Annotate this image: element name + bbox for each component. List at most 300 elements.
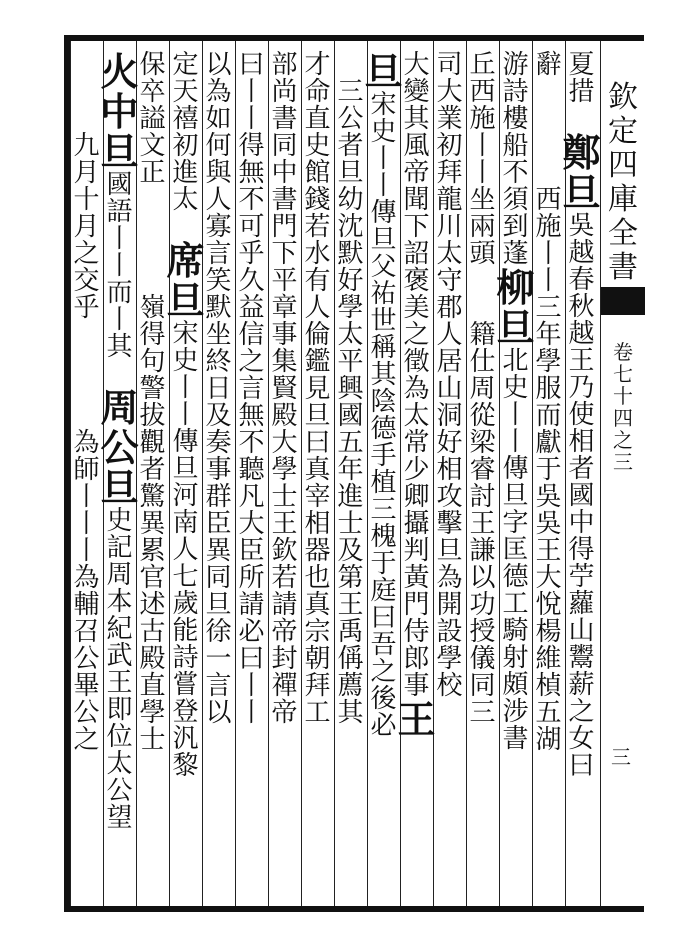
text-char: 詩 (502, 77, 529, 107)
text-char: 定 (172, 50, 199, 80)
frame-bottom-border (64, 906, 644, 912)
text-char: 水 (304, 239, 331, 269)
text-char: 能 (172, 616, 199, 646)
text-char: 觀 (139, 428, 166, 458)
text-char: 丨 (106, 251, 133, 281)
text-char: 輔 (73, 590, 100, 620)
text-char: 保 (139, 50, 166, 80)
text-char: 施 (535, 212, 562, 242)
text-char: 字 (502, 508, 529, 538)
text-char: 丨 (469, 158, 496, 188)
text-char: 其 (106, 332, 133, 362)
page-number: 三 (611, 745, 631, 769)
text-char: 異 (205, 536, 232, 566)
text-char: 西 (535, 185, 562, 215)
text-char: 頗 (502, 670, 529, 700)
text-char: 寡 (205, 212, 232, 242)
text-char: 下 (271, 239, 298, 269)
text-char: 少 (403, 455, 430, 485)
text-char: 丨 (238, 698, 265, 728)
text-char: 丘 (469, 50, 496, 80)
text-char: 及 (337, 536, 364, 566)
text-char: 器 (304, 536, 331, 566)
text-char: 禪 (271, 671, 298, 701)
text-char: 才 (304, 50, 331, 80)
text-char: 大 (238, 509, 265, 539)
text-char: 獻 (535, 428, 562, 458)
text-char: 聽 (238, 455, 265, 485)
text-char: 公 (337, 104, 364, 134)
text-char: 辭 (535, 50, 562, 80)
text-char: 錢 (304, 185, 331, 215)
text-char: 川 (436, 212, 463, 242)
text-char: 吳 (568, 211, 595, 241)
text-char: 美 (403, 293, 430, 323)
text-char: 而 (106, 278, 133, 308)
text-char: 丨 (238, 104, 265, 134)
text-char: 臣 (205, 509, 232, 539)
entry-heading-char: 旦 (496, 305, 535, 350)
text-char: 七 (172, 562, 199, 592)
text-char: 官 (139, 563, 166, 593)
text-char: 籍 (469, 320, 496, 350)
text-char: 討 (469, 482, 496, 512)
text-char: 服 (535, 374, 562, 404)
text-char: 南 (172, 508, 199, 538)
text-char: 徵 (403, 347, 430, 377)
text-char: 大 (271, 428, 298, 458)
entry-heading-char: 旦 (562, 170, 601, 215)
text-char: 文 (139, 131, 166, 161)
text-char: 畢 (73, 671, 100, 701)
text-char: 旦 (304, 401, 331, 431)
text-char: 公 (73, 698, 100, 728)
text-char: 授 (469, 617, 496, 647)
text-char: 丨 (172, 400, 199, 430)
entry-heading-char: 中 (100, 89, 139, 134)
text-char: 周 (106, 560, 133, 590)
text-char: 學 (337, 293, 364, 323)
text-char: 楨 (535, 671, 562, 701)
text-char: 黎 (172, 751, 199, 781)
text-char: 國 (106, 170, 133, 200)
fish-tail-mark-lower (601, 313, 645, 327)
text-char: 攝 (403, 509, 430, 539)
text-char: 第 (337, 563, 364, 593)
entry-heading-char: 席 (166, 238, 205, 283)
entry-heading-char: 柳 (496, 265, 535, 310)
text-char: 相 (304, 509, 331, 539)
entry-heading-char: 周 (100, 385, 139, 430)
text-char: 為 (73, 563, 100, 593)
text-char: 召 (73, 617, 100, 647)
text-char: 本 (106, 587, 133, 617)
volume-char: 七 (613, 362, 633, 386)
text-char: 為 (205, 77, 232, 107)
text-char: 中 (271, 158, 298, 188)
text-char: 禹 (337, 617, 364, 647)
text-char: 奏 (205, 428, 232, 458)
text-char: 國 (568, 481, 595, 511)
text-char: 郡 (436, 293, 463, 323)
text-char: 嘗 (172, 670, 199, 700)
text-char: 五 (535, 698, 562, 728)
text-char: 騎 (502, 616, 529, 646)
text-char: 手 (370, 441, 397, 471)
text-char: 梁 (469, 428, 496, 458)
text-char: 山 (436, 374, 463, 404)
text-char: 登 (172, 697, 199, 727)
text-char: 師 (73, 455, 100, 485)
text-char: 為 (436, 563, 463, 593)
text-char: 史 (502, 373, 529, 403)
text-char: 德 (370, 414, 397, 444)
entry-heading-char: 火 (100, 49, 139, 94)
text-char: 好 (436, 428, 463, 458)
text-char: 正 (139, 158, 166, 188)
text-char: 大 (403, 50, 430, 80)
text-char: 宋 (370, 90, 397, 120)
text-char: 王 (271, 509, 298, 539)
text-char: 者 (139, 455, 166, 485)
text-char: 變 (403, 77, 430, 107)
text-char: 使 (568, 400, 595, 430)
text-char: 十 (73, 185, 100, 215)
text-char: 旦 (502, 481, 529, 511)
text-char: 其 (403, 104, 430, 134)
text-char: 丨 (370, 144, 397, 174)
text-char: 其 (337, 698, 364, 728)
text-char: 楊 (535, 617, 562, 647)
text-char: 曰 (238, 644, 265, 674)
text-char: 大 (535, 563, 562, 593)
text-char: 人 (436, 320, 463, 350)
text-char: 平 (337, 347, 364, 377)
text-char: 一 (205, 644, 232, 674)
text-char: 吾 (370, 630, 397, 660)
text-char: 卒 (139, 77, 166, 107)
text-char: 學 (139, 698, 166, 728)
text-char: 史 (304, 131, 331, 161)
text-char: 九 (73, 131, 100, 161)
entry-heading-char: 鄭 (562, 130, 601, 175)
text-char: 常 (403, 428, 430, 458)
text-char: 書 (271, 104, 298, 134)
margin-panel (600, 41, 645, 906)
text-char: 年 (535, 320, 562, 350)
text-char: 五 (337, 428, 364, 458)
text-char: 曰 (370, 603, 397, 633)
text-char: 涉 (502, 697, 529, 727)
text-char: 無 (238, 158, 265, 188)
text-char: 吳 (535, 509, 562, 539)
text-char: 王 (469, 509, 496, 539)
text-char: 部 (271, 50, 298, 80)
text-char: 之 (73, 725, 100, 755)
text-char: 初 (172, 131, 199, 161)
text-char: 頭 (469, 239, 496, 269)
title-char: 四 (608, 148, 638, 183)
text-char: 言 (238, 374, 265, 404)
text-char: 擊 (436, 509, 463, 539)
text-char: 門 (271, 212, 298, 242)
text-char: 之 (238, 347, 265, 377)
text-char: 宋 (172, 319, 199, 349)
text-char: 父 (370, 252, 397, 282)
text-char: 徐 (205, 617, 232, 647)
text-char: 龍 (436, 185, 463, 215)
text-char: 句 (139, 347, 166, 377)
text-char: 真 (304, 590, 331, 620)
text-char: 命 (304, 77, 331, 107)
text-char: 事 (205, 455, 232, 485)
text-char: 無 (238, 401, 265, 431)
text-char: 歲 (172, 589, 199, 619)
text-char: 須 (502, 185, 529, 215)
text-char: 山 (568, 616, 595, 646)
text-char: 越 (568, 319, 595, 349)
text-char: 不 (238, 185, 265, 215)
text-char: 異 (139, 509, 166, 539)
text-char: 古 (139, 617, 166, 647)
text-char: 可 (238, 212, 265, 242)
text-char: 太 (403, 401, 430, 431)
text-char: 言 (205, 239, 232, 269)
text-char: 若 (271, 563, 298, 593)
text-char: 河 (172, 481, 199, 511)
text-char: 禧 (172, 104, 199, 134)
text-char: 士 (271, 482, 298, 512)
volume-char: 三 (613, 450, 633, 474)
text-char: 沈 (337, 212, 364, 242)
text-char: 儀 (469, 644, 496, 674)
text-char: 及 (205, 401, 232, 431)
text-char: 丨 (73, 536, 100, 566)
text-char: 倫 (304, 320, 331, 350)
text-char: 嶺 (139, 293, 166, 323)
text-char: 幼 (337, 185, 364, 215)
text-char: 臣 (238, 536, 265, 566)
frame-top-border (64, 35, 644, 41)
text-char: 丨 (502, 427, 529, 457)
text-char: 年 (337, 455, 364, 485)
text-char: 拔 (139, 401, 166, 431)
text-char: 同 (271, 131, 298, 161)
text-char: 久 (238, 266, 265, 296)
volume-label (607, 341, 639, 473)
volume-char: 卷 (613, 340, 633, 364)
text-char: 士 (139, 725, 166, 755)
text-char: 司 (436, 50, 463, 80)
text-char: 風 (403, 131, 430, 161)
text-char: 終 (205, 347, 232, 377)
text-char: 丨 (73, 482, 100, 512)
text-char: 丨 (73, 509, 100, 539)
text-char: 太 (436, 239, 463, 269)
text-char: 以 (469, 563, 496, 593)
text-char: 丨 (172, 373, 199, 403)
text-char: 悅 (535, 590, 562, 620)
text-char: 殿 (271, 401, 298, 431)
text-char: 丨 (370, 171, 397, 201)
text-char: 人 (205, 185, 232, 215)
text-char: 王 (106, 668, 133, 698)
text-char: 尚 (271, 77, 298, 107)
entry-heading-char: 旦 (364, 49, 403, 94)
text-char: 月 (73, 212, 100, 242)
text-char: 直 (139, 671, 166, 701)
text-char: 武 (106, 641, 133, 671)
text-char: 公 (106, 776, 133, 806)
text-char: 判 (403, 536, 430, 566)
text-column (67, 52, 107, 754)
text-char: 旦 (436, 536, 463, 566)
text-char: 默 (205, 293, 232, 323)
text-char: 丨 (535, 266, 562, 296)
text-char: 射 (502, 643, 529, 673)
text-char: 三 (337, 77, 364, 107)
text-char: 位 (106, 722, 133, 752)
text-char: 聞 (403, 185, 430, 215)
text-char: 紀 (106, 614, 133, 644)
text-char: 之 (403, 320, 430, 350)
entry-heading-char: 旦 (166, 278, 205, 323)
text-char: 丨 (238, 77, 265, 107)
text-char: 太 (337, 320, 364, 350)
text-char: 匡 (502, 535, 529, 565)
text-char: 蘿 (568, 589, 595, 619)
text-char: 洞 (436, 401, 463, 431)
text-char: 天 (172, 77, 199, 107)
title-char: 定 (608, 114, 638, 149)
text-char: 封 (271, 644, 298, 674)
text-char: 西 (469, 77, 496, 107)
text-char: 樓 (502, 104, 529, 134)
text-char: 庭 (370, 576, 397, 606)
text-char: 于 (370, 549, 397, 579)
text-char: 帝 (403, 158, 430, 188)
text-char: 帝 (271, 617, 298, 647)
text-char: 槐 (370, 522, 397, 552)
text-char: 校 (436, 671, 463, 701)
text-char: 曰 (304, 428, 331, 458)
text-char: 汎 (172, 724, 199, 754)
text-char: 真 (304, 455, 331, 485)
text-char: 乃 (568, 373, 595, 403)
text-char: 與 (205, 158, 232, 188)
text-char: 凡 (238, 482, 265, 512)
text-char: 仕 (469, 347, 496, 377)
text-char: 吳 (535, 482, 562, 512)
text-char: 事 (403, 671, 430, 701)
text-char: 設 (436, 617, 463, 647)
text-char: 史 (172, 346, 199, 376)
text-char: 湖 (535, 725, 562, 755)
text-char: 群 (205, 482, 232, 512)
text-char: 措 (568, 77, 595, 107)
text-char: 信 (238, 320, 265, 350)
text-char: 開 (436, 590, 463, 620)
text-char: 謙 (469, 536, 496, 566)
text-char: 學 (535, 347, 562, 377)
text-char: 何 (205, 131, 232, 161)
text-char: 人 (172, 535, 199, 565)
text-char: 進 (172, 158, 199, 188)
book-title (605, 81, 641, 285)
text-char: 植 (370, 468, 397, 498)
text-char: 門 (403, 590, 430, 620)
text-char: 乎 (238, 239, 265, 269)
text-char: 初 (436, 131, 463, 161)
text-char: 苧 (568, 562, 595, 592)
text-char: 偁 (337, 644, 364, 674)
text-char: 于 (535, 455, 562, 485)
volume-char: 之 (613, 428, 633, 452)
text-char: 女 (568, 724, 595, 754)
volume-char: 四 (613, 406, 633, 430)
text-char: 興 (337, 374, 364, 404)
text-char: 言 (205, 671, 232, 701)
text-char: 為 (403, 374, 430, 404)
text-char: 船 (502, 131, 529, 161)
text-char: 居 (436, 347, 463, 377)
text-char: 也 (304, 563, 331, 593)
text-char: 默 (337, 239, 364, 269)
text-char: 學 (436, 644, 463, 674)
text-char: 後 (370, 684, 397, 714)
text-char: 必 (370, 711, 397, 741)
text-char: 褒 (403, 266, 430, 296)
text-char: 國 (337, 401, 364, 431)
text-char: 乎 (73, 293, 100, 323)
text-char: 兩 (469, 212, 496, 242)
text-char: 春 (568, 265, 595, 295)
text-char: 同 (205, 563, 232, 593)
text-char: 攻 (436, 482, 463, 512)
text-char: 曰 (238, 50, 265, 80)
text-char: 丨 (106, 305, 133, 335)
text-char: 丨 (469, 131, 496, 161)
text-char: 交 (73, 266, 100, 296)
text-char: 宗 (304, 617, 331, 647)
text-char: 守 (436, 266, 463, 296)
text-char: 工 (304, 698, 331, 728)
text-char: 不 (502, 158, 529, 188)
text-char: 得 (238, 131, 265, 161)
text-char: 學 (271, 455, 298, 485)
text-char: 欽 (271, 536, 298, 566)
text-char: 者 (337, 131, 364, 161)
text-char: 月 (73, 158, 100, 188)
text-char: 業 (436, 104, 463, 134)
text-char: 丨 (502, 400, 529, 430)
text-char: 請 (238, 590, 265, 620)
text-char: 郎 (403, 644, 430, 674)
text-char: 見 (304, 374, 331, 404)
text-char: 薪 (568, 670, 595, 700)
text-char: 鬻 (568, 643, 595, 673)
text-char: 述 (139, 590, 166, 620)
text-char: 請 (271, 590, 298, 620)
text-char: 如 (205, 104, 232, 134)
text-char: 曰 (568, 751, 595, 781)
text-char: 睿 (469, 455, 496, 485)
text-char: 公 (73, 644, 100, 674)
text-char: 旦 (337, 158, 364, 188)
text-char: 望 (106, 803, 133, 833)
text-char: 賢 (271, 374, 298, 404)
text-char: 為 (73, 428, 100, 458)
